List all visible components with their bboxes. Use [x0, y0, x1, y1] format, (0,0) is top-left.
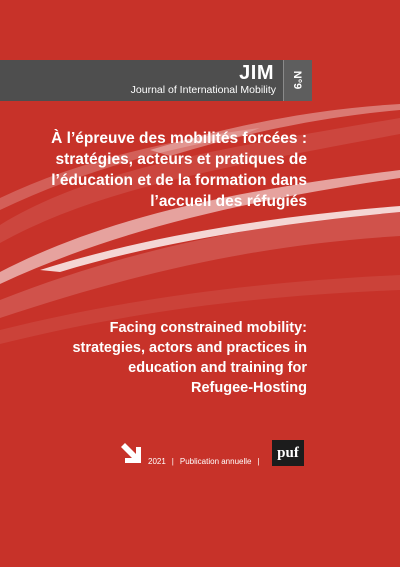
- title-french-line: l’accueil des réfugiés: [150, 193, 307, 210]
- journal-name: Journal of International Mobility: [130, 84, 276, 96]
- footer-info: [148, 457, 266, 467]
- issue-number: N°9: [291, 70, 303, 90]
- title-french: [17, 128, 307, 212]
- footer-separator: |: [171, 457, 174, 466]
- publisher-logo-text: puf: [277, 444, 299, 461]
- footer-separator: |: [257, 457, 260, 466]
- publication-year: 2021: [148, 457, 166, 466]
- title-english: [17, 318, 307, 398]
- title-english-line: strategies, actors and practices in: [72, 340, 307, 356]
- arrow-down-right-icon: [118, 440, 144, 466]
- title-english-line: education and training for: [128, 360, 307, 376]
- title-english-line: Refugee-Hosting: [191, 380, 307, 396]
- title-french-line: stratégies, acteurs et pratiques de: [55, 151, 307, 168]
- title-french-line: l’éducation et de la formation dans: [51, 172, 307, 189]
- journal-abbreviation: JIM: [239, 62, 274, 84]
- title-english-line: Facing constrained mobility:: [109, 320, 307, 336]
- publication-frequency: Publication annuelle: [179, 457, 252, 466]
- title-french-line: À l’épreuve des mobilités forcées :: [51, 130, 307, 147]
- publisher-logo: [272, 440, 304, 466]
